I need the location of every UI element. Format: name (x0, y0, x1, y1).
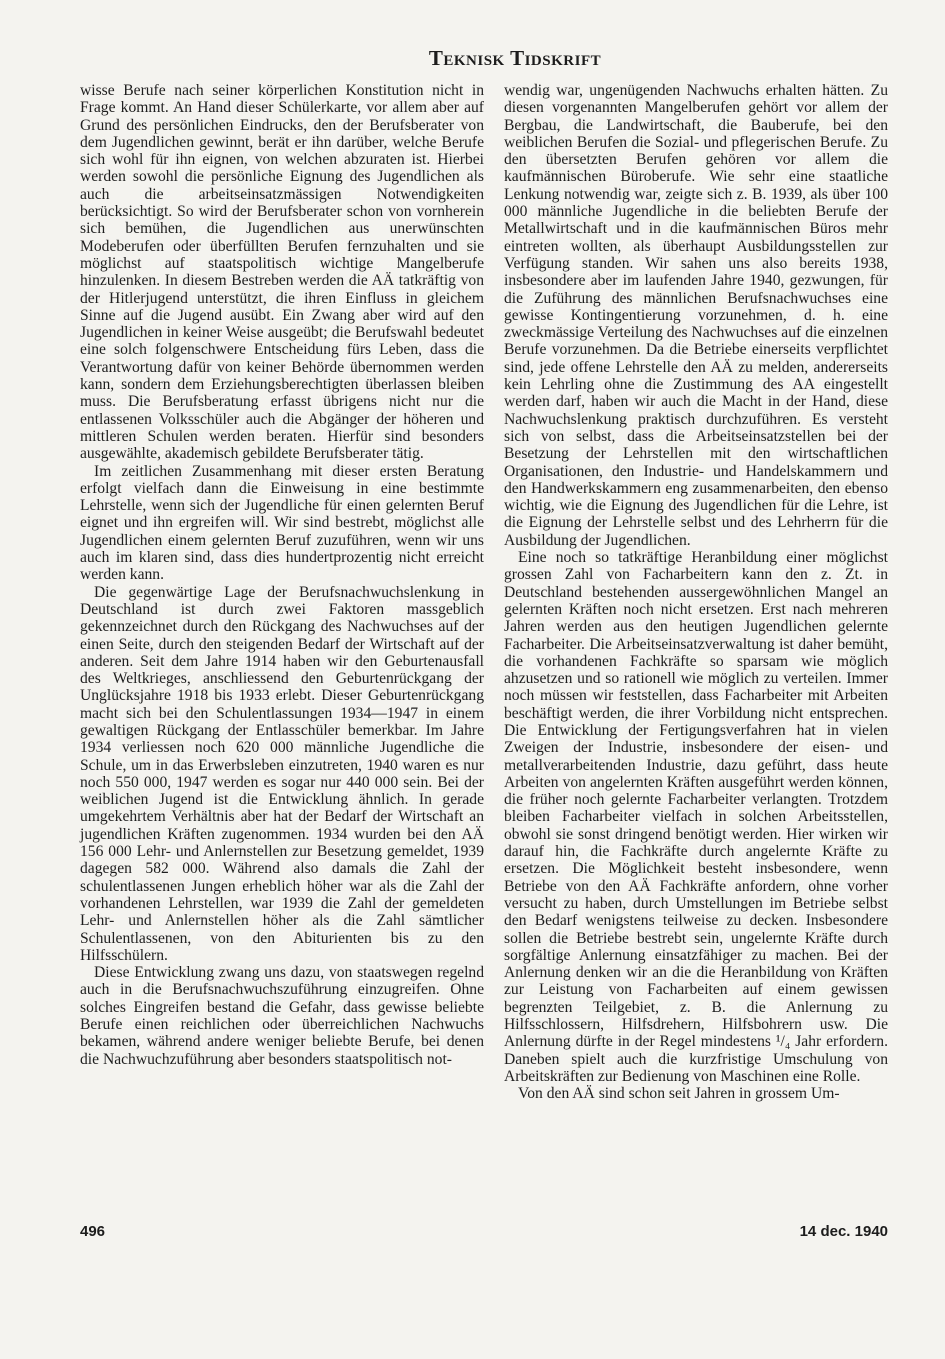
paragraph: Im zeitlichen Zusammenhang mit dieser ersten Beratung erfolgt vielfach dann die Einweisung in eine bestimmte Lehrstelle, wenn sich der Jugendliche für einen gelernten Beruf eignet und ihn ergreifen will. Wir sind bestrebt, möglichst alle Jugendlichen einem gelernten Beruf zuzuführen, wenn wir uns auch im klaren sind, dass dies hundertprozentig nicht erreicht werden kann. (80, 462, 484, 584)
paragraph: Die gegenwärtige Lage der Berufsnachwuchslenkung in Deutschland ist durch zwei Faktoren massgeblich gekennzeichnet durch den Rückgang des Nachwuchses auf der einen Seite, durch den steigenden Bedarf der Wirtschaft auf der anderen. Seit dem Jahre 1914 haben wir den Geburtenausfall des Weltkrieges, anschliessend den Geburtenrückgang der Unglücksjahre 1918 bis 1933 erlebt. Dieser Geburtenrückgang macht sich bei den Schulentlassungen 1934—1947 in einem gewaltigen Rückgang der Entlasschüler bemerkbar. Im Jahre 1934 verliessen noch 620 000 männliche Jugendliche die Schule, um in das Erwerbsleben einzutreten, 1940 waren es nur noch 550 000, 1947 werden es sogar nur 440 000 sein. Bei der weiblichen Jugend ist die Entwicklung ähnlich. In gerade umgekehrtem Verhältnis aber hat der Bedarf der Wirtschaft an jugendlichen Kräften zugenommen. 1934 wurden bei den AÄ 156 000 Lehr- und Anlernstellen zur Besetzung gemeldet, 1939 dagegen 582 000. Während also damals die Zahl der schulentlassenen Jungen erheblich höher war als die Zahl der vorhandenen Lehrstellen, war 1939 die Zahl der gemeldeten Lehr- und Anlernstellen höher als die Zahl sämtlicher Schulentlassenen, von den Abiturienten bis zu den Hilfsschülern. (80, 583, 484, 964)
text-column-left (80, 82, 484, 1068)
paragraph: Diese Entwicklung zwang uns dazu, von staatswegen regelnd auch in die Berufsnachwuchszuführung einzugreifen. Ohne solches Eingreifen bestand die Gefahr, dass gewisse beliebte Berufe einen reichlichen oder überreichlichen Nachwuchs bekamen, während andere weniger beliebte Berufe, bei denen die Nachwuchzuführung aber besonders staatspolitisch not- (80, 964, 484, 1068)
issue-date: 14 dec. 1940 (799, 1223, 888, 1240)
paragraph: Von den AÄ sind schon seit Jahren in grossem Um- (518, 1085, 840, 1103)
paragraph: wendig war, ungenügenden Nachwuchs erhalten hätten. Zu diesen vorgenannten Mangelberufen gehört vor allem der Bergbau, die Landwirtschaft, die Bauberufe, bei den weiblichen Berufen die Sozial- und pflegerischen Berufe. Zu den übersetzten Berufen gehören vor allem die kaufmännischen Büroberufe. Wie sehr eine staatliche Lenkung notwendig war, zeigte sich z. B. 1939, als über 100 000 männliche Jugendliche in die beliebten Berufe der Metallwirtschaft und in die kaufmännischen Büros mehr eintreten wollten, als überhaupt Ausbildungsstellen zur Verfügung standen. Wir sahen uns also bereits 1938, insbesondere aber im laufenden Jahre 1940, gezwungen, für die Zuführung des männlichen Berufsnachwuchses eine gewisse Kontingentierung vorzunehmen, d. h. eine zweckmässige Verteilung des Nachwuchses auf die einzelnen Berufe vorzunehmen. Da die Betriebe einerseits verpflichtet sind, jede offene Lehrstelle den AÄ zu melden, andererseits kein Lehrling ohne die Zustimmung des AA eingestellt werden darf, haben wir auch die Macht in der Hand, diese Nachwuchslenkung praktisch durchzuführen. Es versteht sich von selbst, dass die Arbeitseinsatzstellen bei der Besetzung der Lehrstellen mit den wirtschaftlichen Organisationen, den Industrie- und Handelskammern und den Handwerkskammern eng zusammenarbeiten, den ebenso wichtig, wie die Eignung des Jugendlichen für die Lehre, ist die Eignung der Lehrstelle selbst und des Lehrherrn für die Ausbildung der Jugendlichen. (504, 82, 888, 549)
paragraph: wisse Berufe nach seiner körperlichen Konstitution nicht in Frage kommt. An Hand dieser Schülerkarte, vor allem aber auf Grund des persönlichen Eindrucks, den der Berufsberater von dem Jugendlichen gewinnt, berät er ihn darüber, welche Berufe sich wohl für ihn eignen, von welchen abzuraten ist. Hierbei werden sowohl die persönliche Eignung des Jugendlichen als auch die arbeitseinsatzmässigen Notwendigkeiten berücksichtigt. So wird der Berufsberater schon von vornherein sich bemühen, die Jugendlichen aus unerwünschten Modeberufen oder überfüllten Berufen fernzuhalten und sie möglichst auf staatspolitisch wichtige Mangelberufe hinzulenken. In diesem Bestreben werden die AÄ tatkräftig von der Hitlerjugend unterstützt, die ihren Einfluss in gleichem Sinne auf die Jugend ausübt. Ein Zwang aber wird auf den Jugendlichen in keiner Weise ausgeübt; die Berufswahl bedeutet eine solch folgenschwere Entscheidung fürs Leben, dass die Verantwortung dafür von keiner Behörde übernommen werden kann, sondern dem Erziehungsberechtigten überlassen bleiben muss. Die Berufsberatung erfasst übrigens nicht nur die entlassenen Volksschüler auch die Abgänger der höheren und mittleren Schulen werden beraten. Hierfür sind besonders ausgewählte, akademisch gebildete Berufsberater tätig. (80, 82, 484, 463)
paragraph: Eine noch so tatkräftige Heranbildung einer möglichst grossen Zahl von Facharbeitern kann den z. Zt. in Deutschland bestehenden aussergewöhnlichen Mangel an gelernten Kräften noch nicht ersetzen. Erst nach mehreren Jahren werden aus den heutigen Jugendlichen gelernte Facharbeiter. Die Arbeitseinsatzverwaltung ist daher bemüht, die vorhandenen Fachkräfte so sparsam wie möglich ahzusetzen und so rationell wie möglich zu verteilen. Immer noch müssen wir feststellen, dass Facharbeiter mit Arbeiten beschäftigt werden, die ihrer Vorbildung nicht entsprechen. Die Entwicklung der Fertigungsverfahren hat in vielen Zweigen der Industrie, insbesondere der eisen- und metallverarbeitenden Industrie, dazu geführt, dass heute Arbeiten von angelernten Kräften ausgeführt werden können, die früher noch gelernte Facharbeiter verlangten. Trotzdem bleiben Facharbeiter vielfach in solchen Arbeitsstellen, obwohl sie sonst dringend benötigt werden. Hier wirken wir darauf hin, die Fachkräfte durch angelernte Kräfte zu ersetzen. Die Möglichkeit besteht insbesondere, wenn Betriebe von den AÄ Fachkräfte anfordern, ohne vorher versucht zu haben, durch Umstellungen im Betriebe selbst den Bedarf wenigstens teilweise zu decken. Insbesondere sollen die Betriebe bestrebt sein, ungelernte Kräfte durch sorgfältige Anlernung einsatzfähiger zu machen. Bei der Anlernung denken wir an die die Heranbildung von Kräften zur Leistung von Facharbeiten auf einem gewissen begrenzten Teilgebiet, z. B. die Anlernung zu Hilfsschlossern, Hilfsdrehern, Hilfsbohrern usw. Die Anlernung dürfte in der Regel mindestens ¹/₄ Jahr erfordern. Daneben spielt auch die kurzfristige Umschulung von Arbeitskräften zur Bedienung von Maschinen eine Rolle. (504, 549, 888, 1085)
text-column-right (504, 82, 888, 1103)
journal-title: Teknisk Tidskrift (428, 46, 602, 70)
page-number: 496 (80, 1223, 106, 1240)
